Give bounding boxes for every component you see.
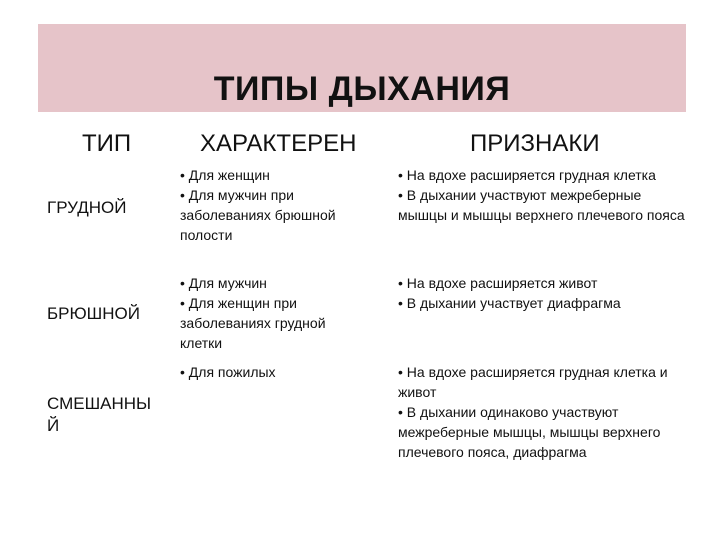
list-item: • В дыхании участвуют межреберные мышцы и мышцы верхнего плечевого пояса: [398, 185, 688, 225]
list-item: • Для мужчин: [180, 273, 370, 293]
list-item: • Для женщин: [180, 165, 370, 185]
row-chest-signs: [398, 165, 688, 225]
row-type-abdominal: БРЮШНОЙ: [47, 304, 140, 323]
list-item: • Для женщин при заболеваниях грудной клетки: [180, 293, 370, 353]
page-title: ТИПЫ ДЫХАНИЯ: [213, 70, 511, 108]
list-item: • На вдохе расширяется грудная клетка: [398, 165, 688, 185]
row-chest-characteristic: [180, 165, 370, 245]
row-abdominal-signs: [398, 273, 688, 313]
list-item: • Для пожилых: [180, 362, 370, 382]
column-header-signs: ПРИЗНАКИ: [470, 130, 600, 157]
row-type-mixed: СМЕШАННЫЙ: [47, 394, 152, 435]
title-band: [38, 24, 686, 112]
row-abdominal-characteristic: [180, 273, 370, 353]
column-header-type: ТИП: [82, 130, 132, 157]
list-item: • Для мужчин при заболеваниях брюшной полости: [180, 185, 370, 245]
list-item: • В дыхании одинаково участвуют межреберные мышцы, мышцы верхнего плечевого пояса, диафрагма: [398, 402, 688, 462]
row-mixed-signs: [398, 362, 688, 462]
list-item: • В дыхании участвует диафрагма: [398, 293, 688, 313]
row-type-chest: ГРУДНОЙ: [47, 198, 127, 217]
column-header-characteristic: ХАРАКТЕРЕН: [200, 130, 357, 157]
list-item: • На вдохе расширяется грудная клетка и живот: [398, 362, 688, 402]
list-item: • На вдохе расширяется живот: [398, 273, 688, 293]
row-mixed-characteristic: [180, 362, 370, 382]
